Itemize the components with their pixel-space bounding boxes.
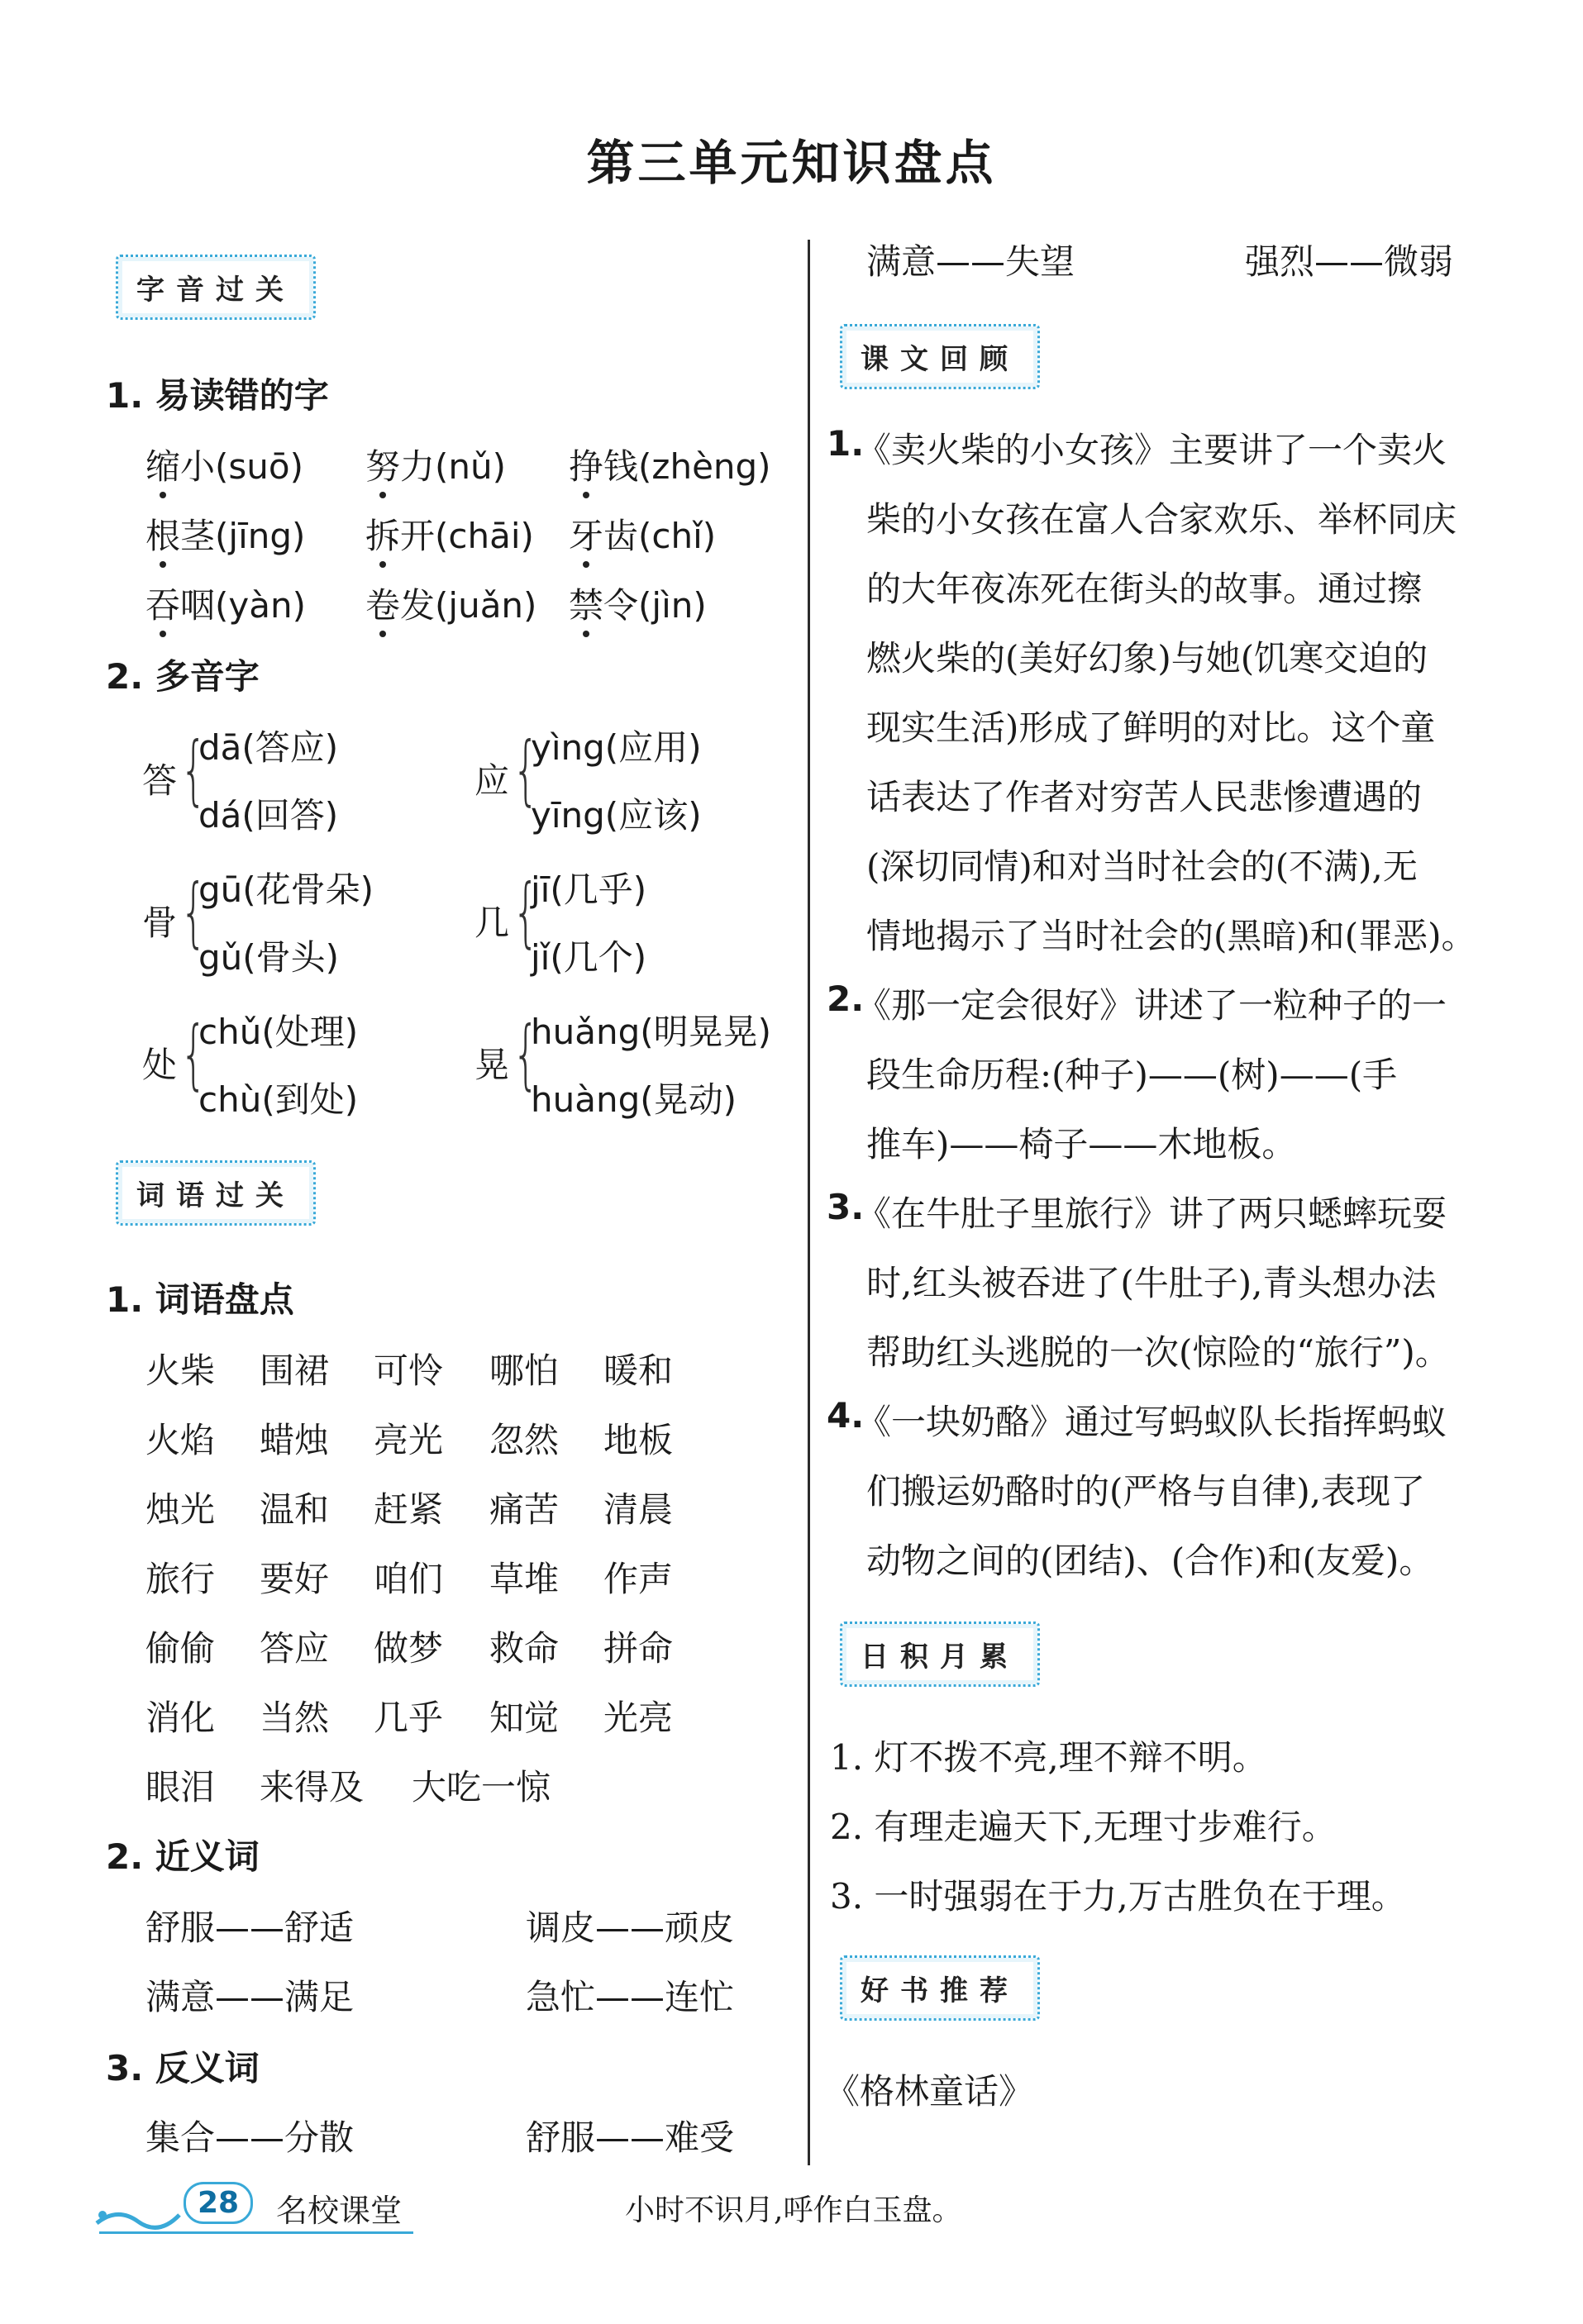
kewen-line: 现实生活)形成了鲜明的对比。这个童 (866, 707, 1436, 748)
section-tag-ciyu: 词语过关 (116, 1160, 316, 1226)
antonym-pair: 集合——分散 (145, 2117, 355, 2158)
polyphone-char: 答 (142, 760, 178, 801)
vocab-word: 旅行 (145, 1559, 216, 1599)
saying-1: 1. 灯不拨不亮,理不辩不明。 (830, 1737, 1267, 1778)
kewen-line: 们搬运奶酪时的(严格与自律),表现了 (866, 1471, 1426, 1512)
heading-ciyu: 1. 词语盘点 (106, 1279, 294, 1320)
pinyin-item (145, 509, 305, 559)
vocab-word: 蜡烛 (260, 1420, 330, 1460)
vocab-word: 当然 (260, 1698, 330, 1738)
kewen-line: 动物之间的(团结)、(合作)和(友爱)。 (866, 1541, 1434, 1581)
dotted-char: 挣 (569, 446, 604, 487)
pinyin-text: 钱(zhèng) (603, 446, 771, 487)
vocab-word: 围裙 (260, 1350, 330, 1391)
vocab-word: 大吃一惊 (412, 1767, 551, 1807)
section-tag-ziyin: 字音过关 (116, 255, 316, 320)
kewen-line: 情地揭示了当时社会的(黑暗)和(罪恶)。 (866, 916, 1476, 956)
kewen-line: 《一块奶酪》通过写蚂蚁队长指挥蚂蚁 (856, 1402, 1447, 1442)
synonym-pair: 急忙——连忙 (526, 1977, 735, 2017)
heading-fanyi: 3. 反义词 (106, 2048, 260, 2088)
kewen-line: 的大年夜冻死在街头的故事。通过擦 (866, 569, 1423, 609)
pinyin-item (569, 509, 716, 559)
kewen-number: 1. (827, 423, 865, 464)
pinyin-text: 齿(chǐ) (603, 516, 717, 556)
heading-yidu: 1. 易读错的字 (106, 375, 329, 416)
vocab-word: 赶紧 (374, 1489, 444, 1530)
vocab-word: 知觉 (489, 1698, 560, 1738)
polyphone-reading: dá(回答) (198, 795, 339, 836)
section-tag-rijiyuelei: 日积月累 (840, 1622, 1040, 1687)
antonym-pair: 强烈——微弱 (1245, 241, 1454, 282)
pinyin-text: 发(juǎn) (400, 585, 537, 626)
kewen-line: 《卖火柴的小女孩》主要讲了一个卖火 (856, 430, 1447, 470)
saying-2: 2. 有理走遍天下,无理寸步难行。 (830, 1807, 1337, 1847)
vocab-word: 烛光 (145, 1489, 216, 1530)
book-recommendation: 《格林童话》 (825, 2071, 1034, 2112)
vocab-word: 火柴 (145, 1350, 216, 1391)
kewen-line: 《那一定会很好》讲述了一粒种子的一 (856, 985, 1447, 1026)
vocab-word: 要好 (260, 1559, 330, 1599)
polyphone-char: 应 (474, 760, 510, 801)
vocab-word: 温和 (260, 1489, 330, 1530)
vocab-word: 光亮 (603, 1698, 674, 1738)
pinyin-item (365, 509, 534, 559)
column-divider (808, 240, 810, 2165)
polyphone-char: 骨 (142, 902, 178, 943)
kewen-line: 帮助红头逃脱的一次(惊险的“旅行”)。 (866, 1332, 1450, 1373)
kewen-line: 推车)——椅子——木地板。 (866, 1124, 1297, 1164)
kewen-line: 燃火柴的(美好幻象)与她(饥寒交迫的 (866, 638, 1428, 679)
pinyin-text: 开(chāi) (400, 516, 534, 556)
vocab-word: 可怜 (374, 1350, 444, 1391)
dotted-char: 努 (365, 446, 401, 487)
page-title: 第三单元知识盘点 (586, 135, 997, 191)
polyphone-reading: jī(几乎) (531, 869, 647, 910)
kewen-line: 柴的小女孩在富人合家欢乐、举杯同庆 (866, 499, 1457, 540)
vocab-word: 痛苦 (489, 1489, 560, 1530)
heading-duoyin: 2. 多音字 (106, 656, 260, 697)
brace-icon: { (513, 1010, 540, 1098)
pinyin-text: 小(suō) (180, 446, 303, 487)
kewen-line: 话表达了作者对穷苦人民悲惨遭遇的 (866, 777, 1423, 817)
dotted-char: 根 (145, 516, 181, 556)
dotted-char: 卷 (365, 585, 401, 626)
polyphone-reading: chù(到处) (198, 1079, 359, 1120)
pinyin-item (145, 440, 303, 489)
saying-3: 3. 一时强弱在于力,万古胜负在于理。 (830, 1876, 1406, 1917)
polyphone-char: 处 (142, 1045, 178, 1085)
vocab-word: 几乎 (374, 1698, 444, 1738)
footer-line (99, 2231, 413, 2234)
vocab-word: 暖和 (603, 1350, 674, 1391)
pinyin-item (569, 440, 771, 489)
pinyin-item (569, 579, 707, 628)
polyphone-char: 晃 (474, 1045, 510, 1085)
vocab-word: 拼命 (603, 1628, 674, 1669)
pinyin-text: 茎(jīng) (180, 516, 306, 556)
brace-icon: { (180, 1010, 207, 1098)
polyphone-char: 几 (474, 902, 510, 943)
polyphone-reading: dā(答应) (198, 727, 339, 768)
polyphone-reading: huàng(晃动) (531, 1079, 737, 1120)
pinyin-text: 力(nǔ) (400, 446, 507, 487)
brand-name: 名校课堂 (276, 2193, 403, 2229)
section-tag-haoshu: 好书推荐 (840, 1955, 1040, 2021)
synonym-pair: 满意——满足 (145, 1977, 355, 2017)
heading-jinyi: 2. 近义词 (106, 1836, 260, 1877)
antonym-pair: 满意——失望 (866, 241, 1075, 282)
pinyin-text: 咽(yàn) (180, 585, 306, 626)
vocab-word: 草堆 (489, 1559, 560, 1599)
vocab-word: 清晨 (603, 1489, 674, 1530)
kewen-number: 2. (827, 979, 865, 1019)
brace-icon: { (513, 868, 540, 956)
polyphone-reading: gū(花骨朵) (198, 869, 374, 910)
pinyin-item (365, 440, 506, 489)
section-tag-kewen: 课文回顾 (840, 324, 1040, 389)
brace-icon: { (180, 868, 207, 956)
vocab-word: 哪怕 (489, 1350, 560, 1391)
pinyin-item (145, 579, 306, 628)
dotted-char: 拆 (365, 516, 401, 556)
polyphone-reading: gǔ(骨头) (198, 937, 340, 978)
pinyin-item (365, 579, 536, 628)
polyphone-reading: chǔ(处理) (198, 1012, 359, 1052)
kewen-number: 3. (827, 1187, 865, 1227)
dotted-char: 牙 (569, 516, 604, 556)
vocab-word: 做梦 (374, 1628, 444, 1669)
dotted-char: 吞 (145, 585, 181, 626)
vocab-word: 地板 (603, 1420, 674, 1460)
vocab-word: 亮光 (374, 1420, 444, 1460)
vocab-word: 眼泪 (145, 1767, 216, 1807)
antonym-pair: 舒服——难受 (526, 2117, 735, 2158)
page-number: 28 (184, 2182, 253, 2224)
kewen-line: 《在牛肚子里旅行》讲了两只蟋蟀玩耍 (856, 1193, 1447, 1234)
polyphone-reading: huǎng(明晃晃) (531, 1012, 772, 1052)
vocab-word: 来得及 (260, 1767, 365, 1807)
kewen-line: 时,红头被吞进了(牛肚子),青头想办法 (866, 1263, 1437, 1303)
vocab-word: 忽然 (489, 1420, 560, 1460)
kewen-number: 4. (827, 1395, 865, 1436)
vocab-word: 消化 (145, 1698, 216, 1738)
dotted-char: 缩 (145, 446, 181, 487)
vocab-word: 作声 (603, 1559, 674, 1599)
synonym-pair: 舒服——舒适 (145, 1907, 355, 1948)
vocab-word: 咱们 (374, 1559, 444, 1599)
footer-quote: 小时不识月,呼作白玉盘。 (625, 2193, 962, 2227)
polyphone-reading: jǐ(几个) (531, 937, 647, 978)
polyphone-reading: yīng(应该) (531, 795, 702, 836)
synonym-pair: 调皮——顽皮 (526, 1907, 735, 1948)
polyphone-reading: yìng(应用) (531, 727, 702, 768)
brace-icon: { (513, 726, 540, 814)
vocab-word: 偷偷 (145, 1628, 216, 1669)
kewen-line: (深切同情)和对当时社会的(不满),无 (866, 846, 1418, 887)
vocab-word: 火焰 (145, 1420, 216, 1460)
pinyin-text: 令(jìn) (603, 585, 707, 626)
vocab-word: 答应 (260, 1628, 330, 1669)
kewen-line: 段生命历程:(种子)——(树)——(手 (866, 1055, 1398, 1095)
brace-icon: { (180, 726, 207, 814)
dotted-char: 禁 (569, 585, 604, 626)
vocab-word: 救命 (489, 1628, 560, 1669)
